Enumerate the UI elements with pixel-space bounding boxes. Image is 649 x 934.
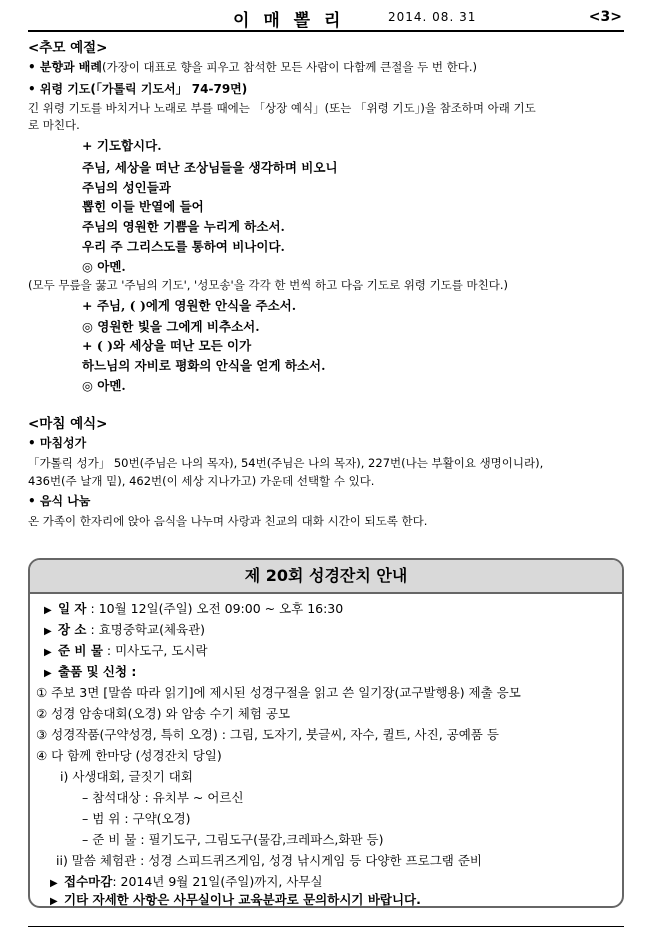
page-header	[28, 6, 624, 32]
entry-item: ② 성경 암송대회(오경) 와 암송 수기 체험 공모	[36, 706, 291, 721]
sub-item-ii: ii) 말씀 체험관 : 성경 스피드퀴즈게임, 성경 낚시게임 등 다양한 프로그램 준비	[56, 853, 482, 868]
memorial-section-title: <추모 예절>	[28, 40, 108, 56]
prayer-line: 주님, 세상을 떠난 조상님들을 생각하며 비오니	[82, 160, 338, 175]
prayer-bullet: • 위령 기도(「가톨릭 기도서」 74-79면)	[28, 82, 248, 96]
hymn-line-2: 436번(주 날개 밑), 462번(이 세상 지나가고) 가운데 선택할 수 있다.	[28, 474, 375, 488]
items-value: 미사도구, 도시락	[115, 643, 208, 658]
deadline-row	[50, 872, 323, 890]
prayer-line: ◎ 영원한 빛을 그에게 비추소서.	[82, 319, 260, 334]
footer-row	[50, 890, 421, 908]
date-value: 10월 12일(주일) 오전 09:00 ~ 오후 16:30	[98, 601, 344, 616]
prayer-line: 우리 주 그리스도를 통하여 비나이다.	[82, 239, 285, 254]
triangle-icon: ▶	[44, 668, 52, 679]
triangle-icon: ▶	[50, 896, 58, 907]
prayer-line: + ( )와 세상을 떠난 모든 이가	[82, 338, 252, 353]
sub-detail: – 참석대상 : 유치부 ~ 어르신	[82, 790, 244, 805]
hymn-line-1: 「가톨릭 성가」 50번(주님은 나의 목자), 54번(주님은 나의 목자), 227번(나는 부활이요 생명이니라),	[28, 456, 544, 470]
festival-title: 제 20회 성경잔치 안내	[30, 560, 622, 594]
prayer-line: 하느님의 자비로 평화의 안식을 얻게 하소서.	[82, 358, 326, 373]
place-label: 장 소	[58, 622, 87, 637]
bulletin-title: 이 매 뽈 리	[233, 11, 345, 31]
incense-label: • 분향과 배례	[28, 60, 102, 74]
food-bullet: • 음식 나눔	[28, 494, 91, 508]
footer-text: 기타 자세한 사항은 사무실이나 교육분과로 문의하시기 바랍니다.	[64, 892, 421, 907]
bulletin-date: 2014. 08. 31	[388, 10, 477, 24]
triangle-icon: ▶	[44, 626, 52, 637]
sub-detail: – 준 비 물 : 필기도구, 그림도구(물감,크레파스,화판 등)	[82, 832, 384, 847]
prayer-line: ◎ 아멘.	[82, 259, 126, 274]
prayer-line: + 주님, ( )에게 영원한 안식을 주소서.	[82, 298, 297, 313]
entry-label: 출품 및 신청 :	[58, 664, 137, 679]
entry-item: ④ 다 함께 한마당 (성경잔치 당일)	[36, 748, 222, 763]
place-value: 효명중학교(체육관)	[98, 622, 206, 637]
closing-section-title: <마침 예식>	[28, 416, 108, 432]
triangle-icon: ▶	[44, 605, 52, 616]
items-row: ▶ 준 비 물 : 미사도구, 도시락	[44, 643, 208, 658]
intro-line-2: 로 마친다.	[28, 118, 80, 132]
incense-text: (가장이 대표로 향을 피우고 참석한 모든 사람이 다함께 큰절을 두 번 한다.)	[102, 60, 477, 74]
date-label: 일 자	[58, 601, 87, 616]
entry-item: ① 주보 3면 [말씀 따라 읽기]에 제시된 성경구절을 읽고 쓴 일기장(교구발행용) 제출 응모	[36, 685, 521, 700]
festival-box	[28, 558, 624, 908]
prayer-line: + 기도합시다.	[82, 138, 162, 153]
prayer-line: ◎ 아멘.	[82, 378, 126, 393]
prayer-note: (모두 무릎을 꿇고 '주님의 기도', '성모송'을 각각 한 번씩 하고 다음 기도로 위령 기도를 마친다.)	[28, 278, 509, 292]
deadline-value: : 2014년 9월 21일(주일)까지, 사무실	[112, 874, 323, 889]
hymn-bullet: • 마침성가	[28, 436, 87, 450]
triangle-icon: ▶	[50, 878, 58, 889]
incense-bullet	[28, 58, 477, 75]
items-label: 준 비 물	[58, 643, 103, 658]
prayer-line: 뽑힌 이들 반열에 들어	[82, 199, 204, 214]
food-line: 온 가족이 한자리에 앉아 음식을 나누며 사랑과 친교의 대화 시간이 되도록 한다.	[28, 514, 428, 528]
triangle-icon: ▶	[44, 647, 52, 658]
bottom-divider	[28, 926, 624, 927]
deadline-label: 접수마감	[64, 874, 113, 889]
page-number: <3>	[588, 9, 622, 25]
prayer-line: 주님의 성인들과	[82, 180, 171, 195]
prayer-line: 주님의 영원한 기쁨을 누리게 하소서.	[82, 219, 285, 234]
place-row: ▶ 장 소 : 효명중학교(체육관)	[44, 622, 206, 637]
sub-item-i: i) 사생대회, 글짓기 대회	[60, 769, 193, 784]
entry-item: ③ 성경작품(구약성경, 특히 오경) : 그림, 도자기, 붓글씨, 자수, 퀼트, 사진, 공예품 등	[36, 727, 499, 742]
sub-detail: – 범 위 : 구약(오경)	[82, 811, 191, 826]
entry-row	[44, 662, 136, 680]
intro-line-1: 긴 위령 기도를 바치거나 노래로 부를 때에는 「상장 예식」(또는 「위령 기도」)을 참조하며 아래 기도	[28, 101, 536, 115]
date-row: ▶ 일 자 : 10월 12일(주일) 오전 09:00 ~ 오후 16:30	[44, 601, 344, 616]
